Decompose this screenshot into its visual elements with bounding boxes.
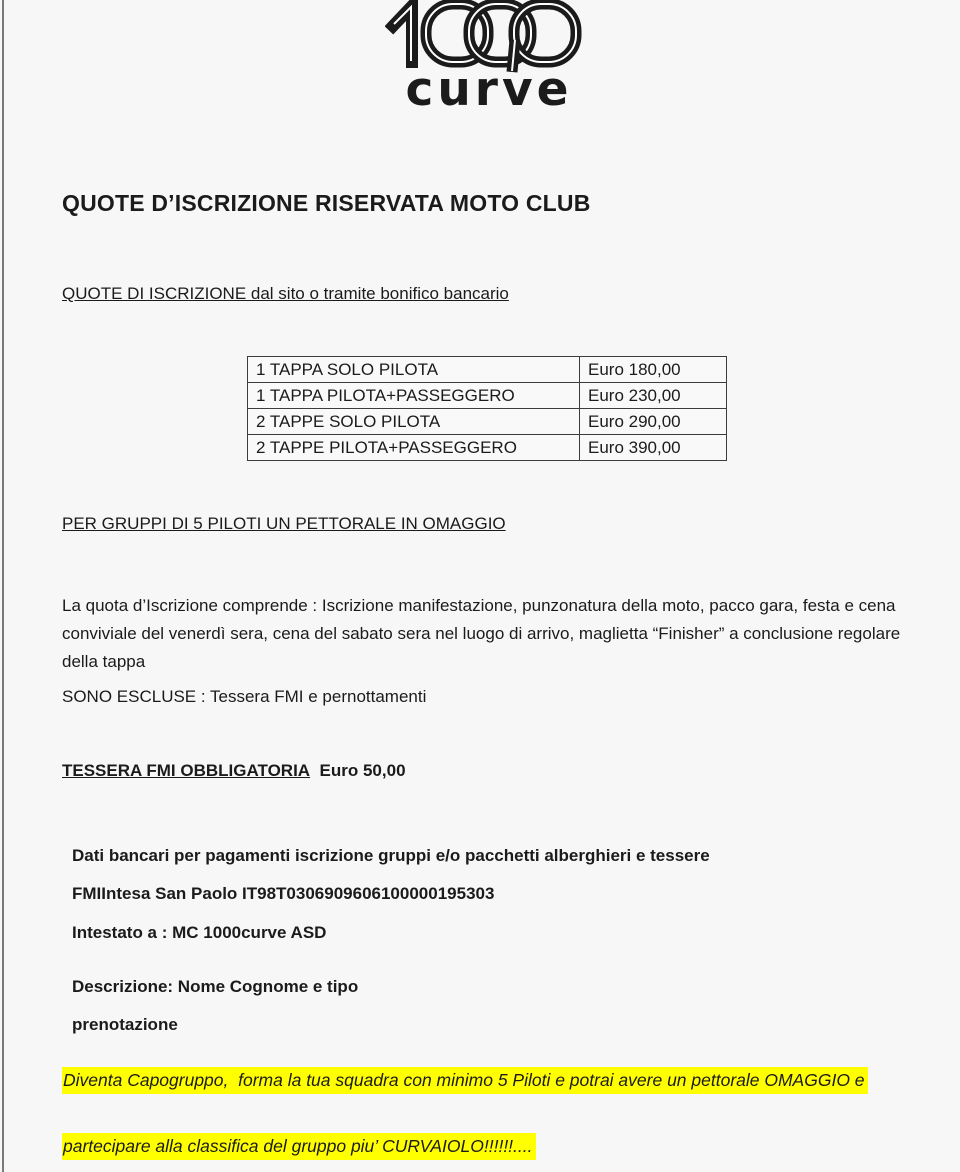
svg-text:curve: curve bbox=[405, 62, 573, 115]
price-row-value: Euro 180,00 bbox=[580, 357, 727, 383]
price-row-value: Euro 230,00 bbox=[580, 383, 727, 409]
tessera-gap bbox=[310, 761, 319, 780]
highlighted-promo-line-2: partecipare alla classifica del gruppo piu’ CURVAIOLO!!!!!!.... bbox=[62, 1133, 536, 1160]
document-title: QUOTE D’ISCRIZIONE RISERVATA MOTO CLUB bbox=[62, 190, 591, 216]
price-row-value: Euro 290,00 bbox=[580, 409, 727, 435]
tessera-fmi-line bbox=[62, 761, 406, 781]
price-table bbox=[247, 356, 727, 461]
logo-1000curve bbox=[385, 0, 595, 115]
bank-description-line-2: prenotazione bbox=[72, 1015, 178, 1034]
table-row bbox=[248, 435, 727, 461]
price-row-label: 2 TAPPE PILOTA+PASSEGGERO bbox=[248, 435, 580, 461]
bank-iban-line: FMIIntesa San Paolo IT98T0306909606100000195303 bbox=[72, 884, 495, 903]
logo-1000curve-icon bbox=[385, 0, 595, 115]
table-row bbox=[248, 357, 727, 383]
tessera-fmi-price: Euro 50,00 bbox=[319, 761, 406, 780]
price-row-label: 1 TAPPA SOLO PILOTA bbox=[248, 357, 580, 383]
highlighted-promo-paragraph bbox=[62, 1064, 942, 1163]
bank-account-holder-line: Intestato a : MC 1000curve ASD bbox=[72, 923, 327, 942]
price-row-value: Euro 390,00 bbox=[580, 435, 727, 461]
subtitle-quote-iscrizione: QUOTE DI ISCRIZIONE dal sito o tramite bonifico bancario bbox=[62, 284, 509, 303]
group-offer-line: PER GRUPPI DI 5 PILOTI UN PETTORALE IN OMAGGIO bbox=[62, 514, 506, 533]
includes-paragraph: La quota d’Iscrizione comprende : Iscrizione manifestazione, punzonatura della moto, pacco gara, festa e cena conviviale del venerdì sera, cena del sabato sera nel luogo di arrivo, maglietta “Finisher” a conclusione regolare della tappa bbox=[62, 596, 901, 671]
table-row bbox=[248, 409, 727, 435]
price-row-label: 2 TAPPE SOLO PILOTA bbox=[248, 409, 580, 435]
bank-description-line: Descrizione: Nome Cognome e tipo bbox=[72, 977, 359, 996]
page-edge-line bbox=[2, 0, 4, 1172]
tessera-fmi-label: TESSERA FMI OBBLIGATORIA bbox=[62, 761, 311, 780]
price-row-label: 1 TAPPA PILOTA+PASSEGGERO bbox=[248, 383, 580, 409]
bank-details-header: Dati bancari per pagamenti iscrizione gruppi e/o pacchetti alberghieri e tessere bbox=[72, 846, 710, 865]
excludes-line: SONO ESCLUSE : Tessera FMI e pernottamenti bbox=[62, 687, 427, 706]
table-row bbox=[248, 383, 727, 409]
highlighted-promo-line-1: Diventa Capogruppo, forma la tua squadra con minimo 5 Piloti e potrai avere un pettorale OMAGGIO e bbox=[62, 1067, 868, 1094]
